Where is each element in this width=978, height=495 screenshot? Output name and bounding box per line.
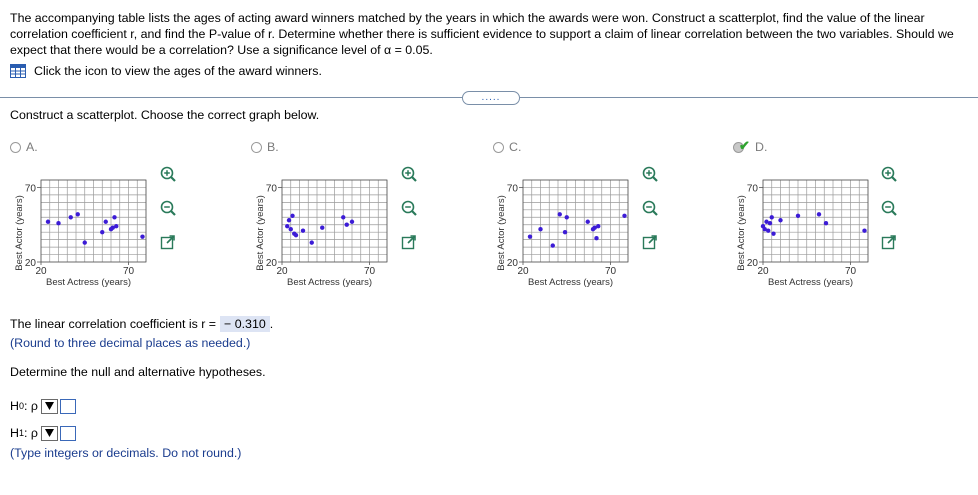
zoom-in-icon[interactable]: [400, 165, 418, 183]
option-c-radio[interactable]: [493, 142, 504, 153]
x-axis-label: Best Actress (years): [528, 277, 613, 288]
magnifier-handle: [653, 211, 657, 215]
y-tick-label: 70: [506, 183, 518, 195]
data-point: [285, 224, 289, 228]
data-point: [287, 218, 291, 222]
data-point: [350, 220, 354, 224]
result-prefix: The linear correlation coefficient is r =: [10, 317, 217, 331]
data-point: [565, 215, 569, 219]
dropdown-arrow-icon: [45, 402, 54, 411]
scatterplot-option-c: [490, 170, 640, 296]
option-a[interactable]: [10, 140, 38, 154]
data-point: [586, 220, 590, 224]
magnifier-handle: [171, 211, 175, 215]
y-axis-label: Best Actor (years): [736, 195, 747, 271]
expand-icon[interactable]: [400, 233, 418, 251]
option-b-radio[interactable]: [251, 142, 262, 153]
scatterplot-option-a: [8, 170, 158, 296]
zoom-out-icon[interactable]: [880, 199, 898, 217]
data-point: [862, 228, 866, 232]
expand-icon[interactable]: [159, 233, 177, 251]
h1-value-input[interactable]: [60, 426, 76, 441]
h1-label: H: [10, 426, 19, 440]
data-point: [538, 227, 542, 231]
zoom-in-icon[interactable]: [159, 165, 177, 183]
option-b[interactable]: [251, 140, 279, 154]
y-tick-label: 20: [265, 258, 277, 269]
zoom-in-icon[interactable]: [880, 165, 898, 183]
h1-sub: 1: [18, 428, 24, 438]
data-point: [140, 234, 144, 238]
x-axis-label: Best Actress (years): [768, 277, 853, 288]
dropdown-arrow-icon: [45, 429, 54, 438]
problem-statement: The accompanying table lists the ages of acting award winners matched by the years in which the awards were won. Construct a scatterplot, find the value of the linear correlation coefficient r, and find the P-value of r. Determine whether there is sufficient evidence to support a claim of linear correlation between the two variables. Should we expect that there would be a correlation? Use a significance level of α = 0.05.: [10, 11, 954, 57]
option-d-label: D.: [755, 140, 768, 154]
data-point: [290, 214, 294, 218]
option-c-label: C.: [509, 140, 522, 154]
y-tick-label: 70: [746, 183, 758, 195]
x-axis-label: Best Actress (years): [46, 277, 131, 288]
h0-operator-dropdown[interactable]: [41, 399, 58, 414]
table-icon[interactable]: [10, 64, 26, 78]
data-point: [56, 221, 60, 225]
data-point: [824, 221, 828, 225]
option-d[interactable]: [733, 137, 768, 154]
x-tick-label: 70: [844, 266, 857, 277]
data-point: [558, 212, 562, 216]
magnifier-handle: [653, 177, 657, 181]
y-axis-label: Best Actor (years): [14, 195, 25, 271]
scatterplot-option-b: [249, 170, 399, 296]
option-c[interactable]: [493, 140, 521, 154]
data-point: [551, 243, 555, 247]
y-tick-label: 70: [24, 183, 36, 195]
magnifier-handle: [892, 211, 896, 215]
magnifier-handle: [171, 177, 175, 181]
correlation-result: [10, 316, 273, 332]
h0-value-input[interactable]: [60, 399, 76, 414]
data-point: [778, 218, 782, 222]
data-point: [341, 215, 345, 219]
zoom-out-icon[interactable]: [641, 199, 659, 217]
data-point: [768, 221, 772, 225]
more-button[interactable]: .....: [462, 91, 520, 105]
data-point: [528, 234, 532, 238]
data-point: [114, 224, 118, 228]
y-tick-label: 20: [746, 258, 758, 269]
checkmark-icon: ✔: [739, 137, 750, 153]
data-point: [46, 220, 50, 224]
data-point: [817, 212, 821, 216]
data-point: [596, 224, 600, 228]
data-point: [622, 214, 626, 218]
data-point: [796, 214, 800, 218]
magnifier-handle: [892, 177, 896, 181]
data-point: [112, 215, 116, 219]
x-tick-label: 20: [276, 266, 288, 277]
data-point: [766, 228, 770, 232]
view-table-link[interactable]: [10, 63, 322, 79]
data-point: [345, 223, 349, 227]
data-point: [289, 227, 293, 231]
y-axis-label: Best Actor (years): [496, 195, 507, 271]
h0-rho: : ρ: [23, 399, 38, 413]
hypotheses-instruction: Determine the null and alternative hypotheses.: [10, 365, 266, 379]
x-tick-label: 20: [517, 266, 529, 277]
data-point: [563, 230, 567, 234]
x-tick-label: 70: [122, 266, 135, 277]
alternative-hypothesis-row: [10, 424, 76, 442]
x-tick-label: 20: [35, 266, 47, 277]
h0-sub: 0: [18, 401, 24, 411]
r-answer: − 0.310: [220, 316, 270, 332]
data-point: [100, 230, 104, 234]
data-point: [320, 226, 324, 230]
data-point: [83, 240, 87, 244]
h0-label: H: [10, 399, 19, 413]
data-point: [104, 220, 108, 224]
magnifier-handle: [412, 177, 416, 181]
data-point: [770, 215, 774, 219]
data-point: [294, 233, 298, 237]
data-point: [771, 231, 775, 235]
data-point: [594, 236, 598, 240]
zoom-in-icon[interactable]: [641, 165, 659, 183]
type-hint: (Type integers or decimals. Do not round.): [10, 446, 242, 460]
result-suffix: .: [269, 317, 274, 331]
scatterplot-option-d: [730, 170, 880, 296]
rounding-hint: (Round to three decimal places as needed.): [10, 336, 251, 350]
x-axis-label: Best Actress (years): [287, 277, 372, 288]
option-a-label: A.: [26, 140, 38, 154]
expand-icon[interactable]: [880, 233, 898, 251]
data-point: [69, 215, 73, 219]
zoom-out-icon[interactable]: [159, 199, 177, 217]
zoom-out-icon[interactable]: [400, 199, 418, 217]
expand-icon[interactable]: [641, 233, 659, 251]
magnifier-handle: [412, 211, 416, 215]
y-tick-label: 20: [506, 258, 518, 269]
y-axis-label: Best Actor (years): [255, 195, 266, 271]
y-tick-label: 70: [265, 183, 277, 195]
view-table-label[interactable]: Click the icon to view the ages of the award winners.: [34, 64, 322, 78]
option-a-radio[interactable]: [10, 142, 21, 153]
data-point: [310, 240, 314, 244]
h1-rho: : ρ: [23, 426, 38, 440]
option-d-radio[interactable]: [733, 137, 750, 153]
option-b-label: B.: [267, 140, 279, 154]
y-tick-label: 20: [24, 258, 36, 269]
h1-operator-dropdown[interactable]: [41, 426, 58, 441]
null-hypothesis-row: [10, 397, 76, 415]
instruction: Construct a scatterplot. Choose the correct graph below.: [10, 108, 320, 122]
data-point: [301, 228, 305, 232]
x-tick-label: 70: [363, 266, 376, 277]
x-tick-label: 70: [604, 266, 617, 277]
data-point: [76, 212, 80, 216]
x-tick-label: 20: [757, 266, 769, 277]
